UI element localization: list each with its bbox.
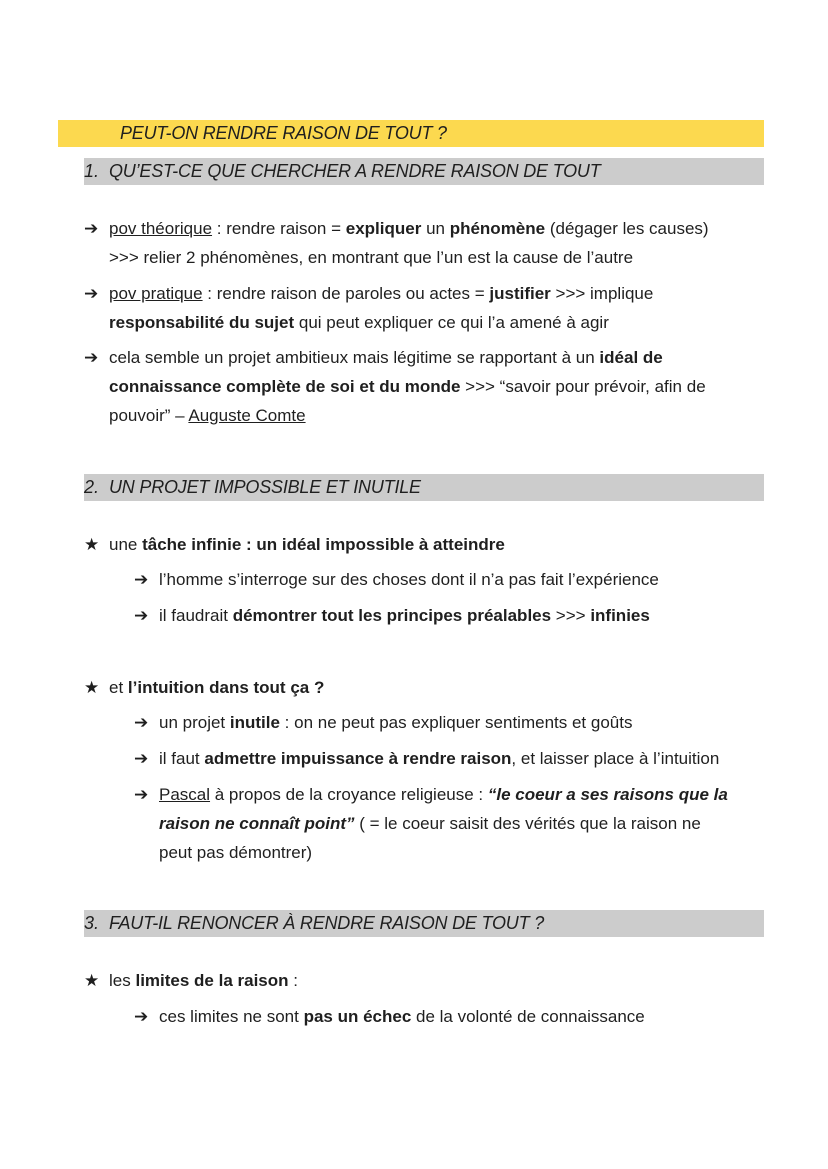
s2-bullet-infinite-task: ★ une tâche infinie : un idéal impossible à atteindre	[84, 530, 744, 559]
s2-sub-pascal: ➔ Pascal à propos de la croyance religieuse : “le coeur a ses raisons que la raison ne connaît point” ( = le coeur saisit des vérités que la raison ne peut pas démontrer)	[134, 780, 764, 867]
arrow-icon: ➔	[84, 219, 99, 238]
star-icon: ★	[84, 971, 100, 990]
document-title: PEUT-ON RENDRE RAISON DE TOUT ?	[120, 123, 447, 143]
arrow-icon: ➔	[134, 713, 149, 732]
section-1-heading: 1. QU’EST-CE QUE CHERCHER A RENDRE RAISON DE TOUT	[84, 158, 764, 185]
star-icon: ★	[84, 678, 100, 697]
arrow-icon: ➔	[84, 348, 99, 367]
arrow-icon: ➔	[134, 785, 149, 804]
s1-item-theoretical: ➔ pov théorique : rendre raison = expliquer un phénomène (dégager les causes) >>> relier 2 phénomènes, en montrant que l’un est la cause de l’autre	[84, 214, 744, 272]
s1-item-practical: ➔ pov pratique : rendre raison de paroles ou actes = justifier >>> implique responsabilité du sujet qui peut expliquer ce qui l’a amené à agir	[84, 279, 744, 337]
s3-bullet-limits: ★ les limites de la raison :	[84, 966, 744, 995]
arrow-icon: ➔	[134, 749, 149, 768]
s2-sub-experience: ➔ l’homme s’interroge sur des choses dont il n’a pas fait l’expérience	[134, 565, 764, 594]
document-title-bar	[58, 120, 764, 147]
arrow-icon: ➔	[134, 1007, 149, 1026]
s1-item-ideal: ➔ cela semble un projet ambitieux mais légitime se rapportant à un idéal de connaissance complète de soi et du monde >>> “savoir pour prévoir, afin de pouvoir” – Auguste Comte	[84, 343, 744, 430]
arrow-icon: ➔	[134, 606, 149, 625]
star-icon: ★	[84, 535, 100, 554]
arrow-icon: ➔	[84, 284, 99, 303]
section-3-heading: 3. FAUT-IL RENONCER À RENDRE RAISON DE TOUT ?	[84, 910, 764, 937]
section-2-heading: 2. UN PROJET IMPOSSIBLE ET INUTILE	[84, 474, 764, 501]
s2-sub-useless: ➔ un projet inutile : on ne peut pas expliquer sentiments et goûts	[134, 708, 764, 737]
s2-sub-principles: ➔ il faudrait démontrer tout les principes préalables >>> infinies	[134, 601, 764, 630]
s2-sub-admit: ➔ il faut admettre impuissance à rendre raison, et laisser place à l’intuition	[134, 744, 764, 773]
s3-sub-not-failure: ➔ ces limites ne sont pas un échec de la volonté de connaissance	[134, 1002, 764, 1031]
s2-bullet-intuition: ★ et l’intuition dans tout ça ?	[84, 673, 744, 702]
arrow-icon: ➔	[134, 570, 149, 589]
